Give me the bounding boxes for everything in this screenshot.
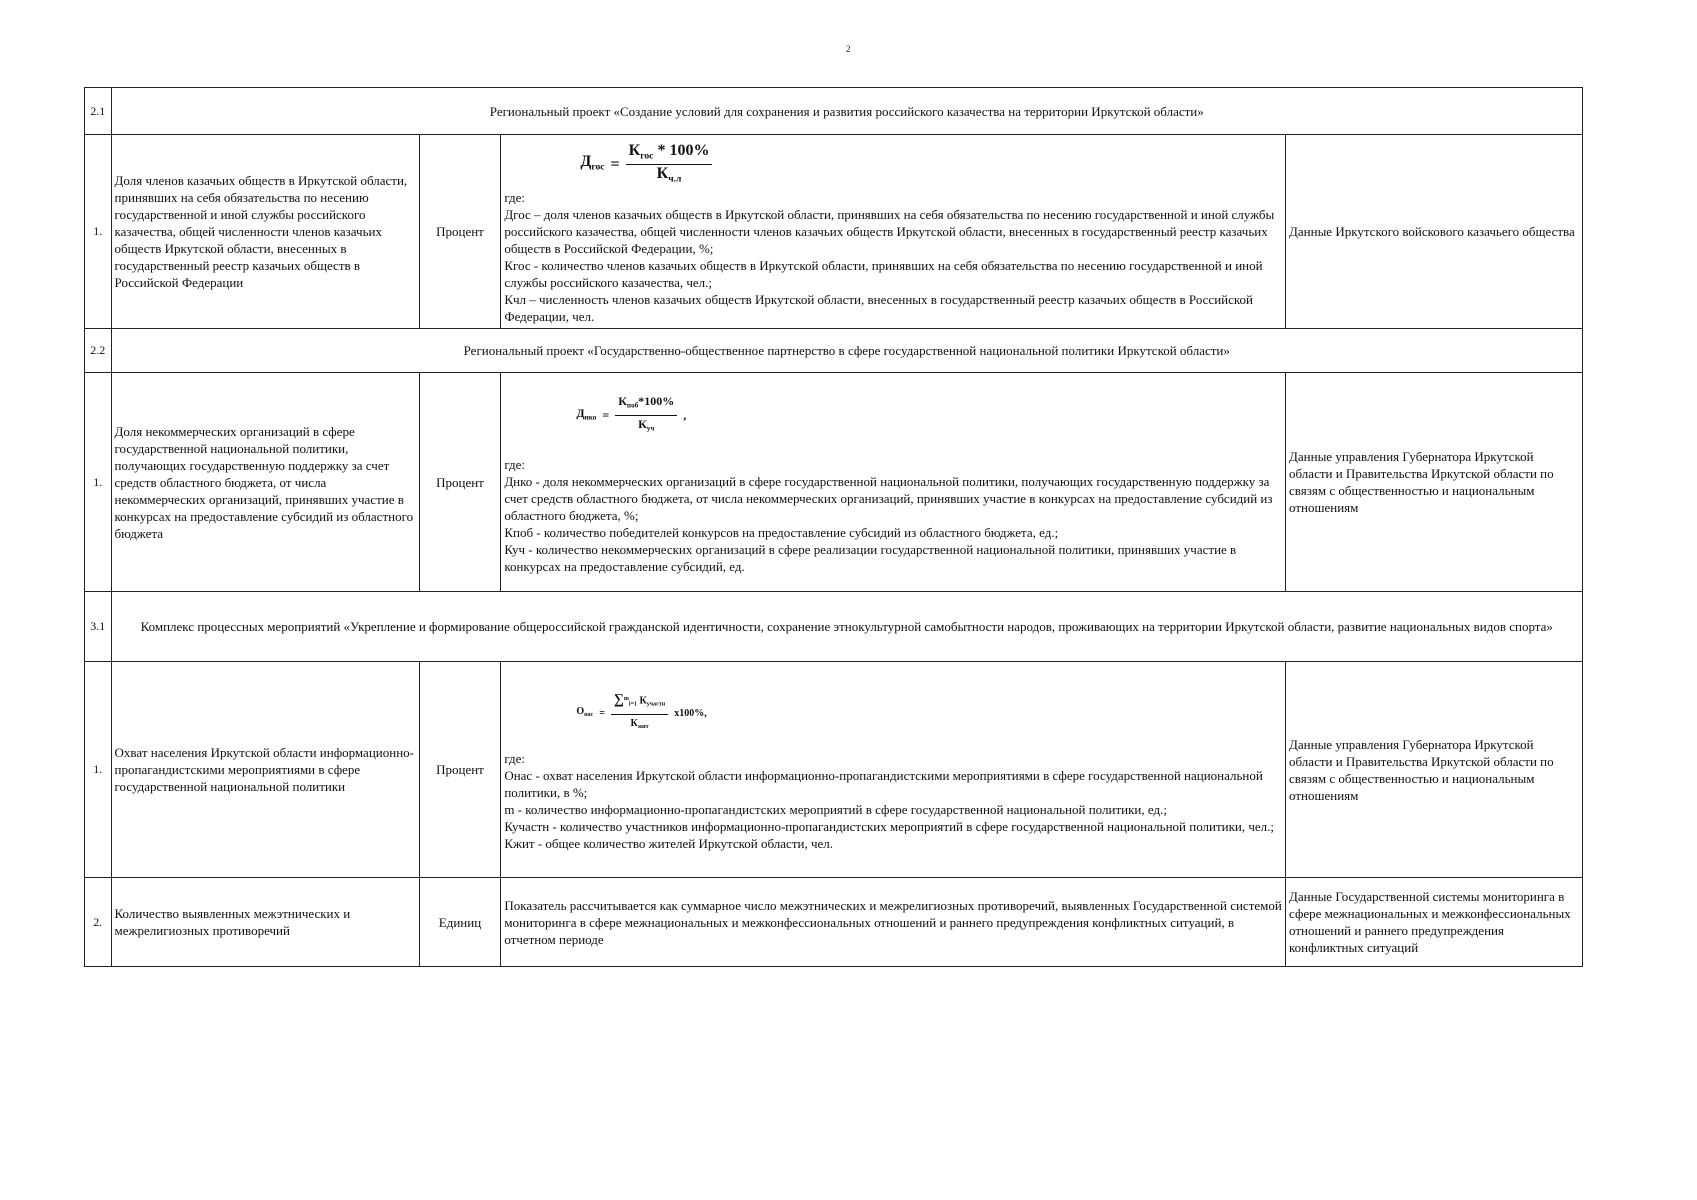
method-line: Кчл – численность членов казачьих обществ Иркутской области, внесенных в государственный реестр казачьих обществ в Российской Федерации, чел. [504, 292, 1253, 325]
method-line: m - количество информационно-пропагандистских мероприятий в сфере государственной национальной политики, ед.; [504, 801, 1167, 817]
method-line: Днко - доля некоммерческих организаций в сфере государственной национальной политики, получающих государственную поддержку за счет средств областного бюджета, от числа некоммерческих организаций, принявших участие в конкурсах на предоставление субсидий из областного бюджета, %; [504, 473, 1273, 523]
method-line: Кпоб - количество победителей конкурсов на предоставление субсидий из областного бюджета, ед.; [504, 524, 1059, 540]
method-line: где: [504, 750, 525, 766]
calculation-method [501, 135, 1286, 329]
unit-of-measure: Процент [419, 135, 501, 329]
row-number: 1. [85, 662, 112, 878]
section-title: Региональный проект «Государственно-общественное партнерство в сфере государственной национальной политики Иркутской области» [111, 329, 1582, 373]
calculation-method [501, 662, 1286, 878]
method-line: где: [504, 190, 525, 206]
indicator-row [85, 373, 1583, 592]
unit-of-measure: Единиц [419, 878, 501, 967]
indicator-name: Доля некоммерческих организаций в сфере государственной национальной политики, получающих государственную поддержку за счет средств областного бюджета, от числа некоммерческих организаций, принявших участие в конкурсах на предоставление субсидий из областного бюджета [111, 373, 419, 592]
method-line: Кучастн - количество участников информационно-пропагандистских мероприятий в сфере государственной национальной политики, чел.; [504, 818, 1275, 834]
row-number: 1. [85, 135, 112, 329]
data-source: Данные Государственной системы мониторинга в сфере межнациональных и межконфессиональных отношений и раннего предупреждения конфликтных ситуаций [1286, 878, 1583, 967]
method-line: Кгос - количество членов казачьих обществ в Иркутской области, принявших на себя обязательства по несению государственной и иной службы российского казачества, чел.; [504, 258, 1263, 291]
calculation-method [501, 373, 1286, 592]
section-row [85, 88, 1583, 135]
data-source: Данные Иркутского войскового казачьего общества [1286, 135, 1583, 329]
indicator-row [85, 662, 1583, 878]
section-number: 2.1 [85, 88, 112, 135]
section-number: 3.1 [85, 592, 112, 662]
indicator-name: Доля членов казачьих обществ в Иркутской области, принявших на себя обязательства по несению государственной и иной службы российского казачества, общей численности членов казачьих обществ Иркутской области, внесенных в государственный реестр казачьих обществ в Российской Федерации [111, 135, 419, 329]
method-line: где: [504, 456, 525, 472]
indicator-row [85, 135, 1583, 329]
indicators-table [84, 87, 1583, 967]
method-line: Онас - охват населения Иркутской области информационно-пропагандистскими мероприятиями в сфере государственной национальной политики, в %; [504, 767, 1263, 800]
indicator-name: Количество выявленных межэтнических и межрелигиозных противоречий [111, 878, 419, 967]
page-number: 2 [846, 44, 851, 54]
section-title: Комплекс процессных мероприятий «Укрепление и формирование общероссийской гражданской идентичности, сохранение этнокультурной самобытности народов, проживающих на территории Иркутской области, развитие национальных видов спорта» [111, 592, 1582, 662]
method-line: Дгос – доля членов казачьих обществ в Иркутской области, принявших на себя обязательства по несению государственной и иной службы российского казачества, общей численности членов казачьих обществ Иркутской области, внесенных в государственный реестр казачьих обществ в Российской Федерации, %; [504, 207, 1275, 257]
row-number: 1. [85, 373, 112, 592]
formula: $Д_{гос}$ = $\frac{К_{гос} * 100\%}{К_{ч.л}}$ [504, 138, 1282, 190]
section-row [85, 592, 1583, 662]
section-title: Региональный проект «Создание условий для сохранения и развития российского казачества на территории Иркутской области» [111, 88, 1582, 135]
data-source: Данные управления Губернатора Иркутской области и Правительства Иркутской области по связям с общественностью и национальным отношениям [1286, 373, 1583, 592]
indicator-row [85, 878, 1583, 967]
section-row [85, 329, 1583, 373]
method-line: Куч - количество некоммерческих организаций в сфере реализации государственной национальной политики, принявших участие в конкурсах на предоставление субсидий, ед. [504, 541, 1237, 574]
section-number: 2.2 [85, 329, 112, 373]
method-line: Кжит - общее количество жителей Иркутской области, чел. [504, 835, 834, 851]
indicator-name: Охват населения Иркутской области информационно-пропагандистскими мероприятиями в сфере государственной национальной политики [111, 662, 419, 878]
data-source: Данные управления Губернатора Иркутской области и Правительства Иркутской области по связям с общественностью и национальным отношениям [1286, 662, 1583, 878]
formula: $Д_{нко}$ = $\frac{К_{поб}*100\%}{К_{уч}}$ , [576, 394, 687, 433]
calculation-method: Показатель рассчитывается как суммарное число межэтнических и межрелигиозных противоречий, выявленных Государственной системой мониторинга в сфере межнациональных и межконфессиональных отношений и раннего предупреждения конфликтных ситуаций, в отчетном периоде [501, 878, 1286, 967]
row-number: 2. [85, 878, 112, 967]
formula: $О_{нас}$ = $\frac{\sum^m_{i=1} К_{участн}}{К_{жит}}$ х100%, [576, 692, 707, 730]
unit-of-measure: Процент [419, 373, 501, 592]
unit-of-measure: Процент [419, 662, 501, 878]
